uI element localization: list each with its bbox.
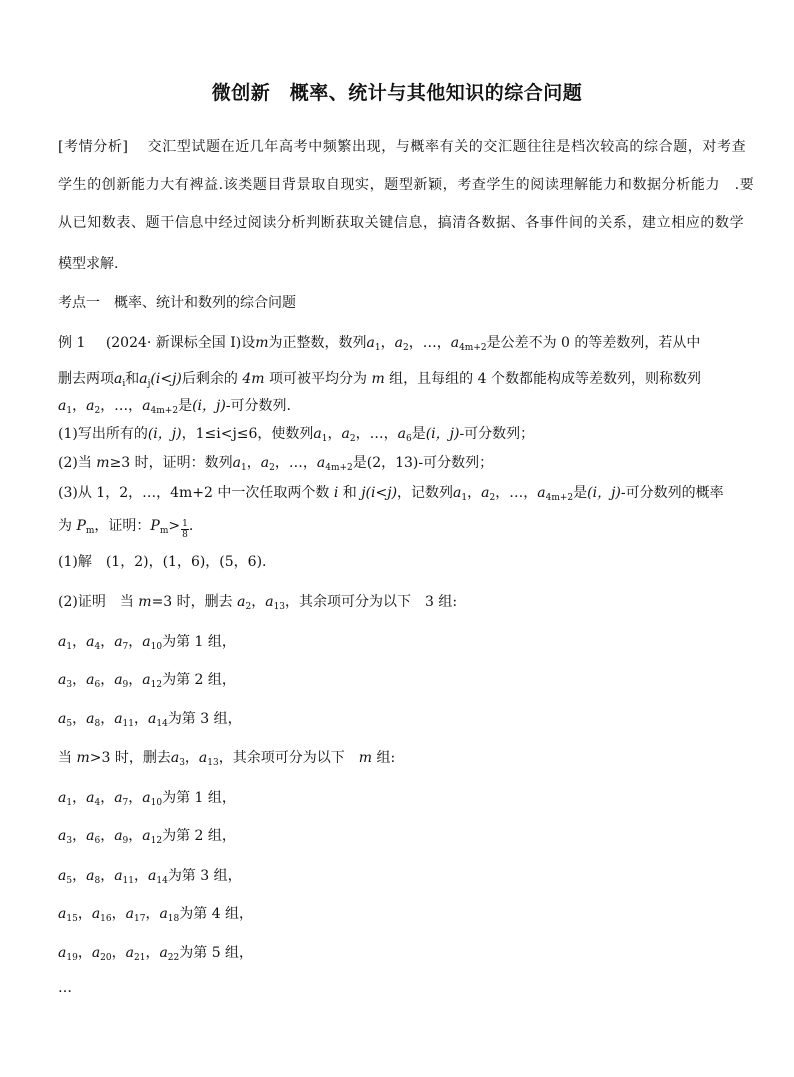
solution-1: (1)解 (1，2)，(1，6)，(5，6).	[58, 554, 267, 570]
var-a: a	[148, 868, 157, 884]
fraction-numerator: 1	[182, 519, 188, 529]
solution-text: 当	[58, 750, 72, 766]
group-line	[58, 670, 236, 690]
group-label: 为第 2 组，	[162, 828, 236, 844]
example-text: 是公差不为 0 的等差数列，若从中	[486, 335, 701, 351]
sep: ，	[251, 594, 266, 610]
sep: ，	[77, 906, 92, 922]
sep: ，	[111, 906, 126, 922]
var-a: a	[198, 750, 208, 766]
section-heading: 考点一 概率、统计和数列的综合问题	[58, 295, 296, 311]
sep: ，	[128, 790, 143, 806]
var-a: a	[114, 711, 123, 727]
subscript: 6	[405, 434, 412, 444]
q3-text: -可分数列的概率	[620, 485, 724, 501]
var-i: i	[333, 485, 339, 501]
var-a: a	[86, 790, 95, 806]
var-a: a	[114, 828, 123, 844]
analysis-line-1	[58, 137, 746, 157]
group-label: 为第 4 组，	[179, 906, 254, 922]
subscript: 1	[321, 434, 328, 444]
var-a: a	[453, 485, 462, 501]
var-a: a	[313, 426, 322, 442]
var-a: a	[316, 455, 326, 471]
subscript: m	[85, 526, 95, 536]
var-a: a	[139, 371, 148, 387]
group-line	[58, 826, 236, 846]
sep: ，	[134, 711, 148, 727]
analysis-line-2: 学生的创新能力大有裨益.该类题目背景取自现实，题型新颖，考查学生的阅读理解能力和数据分析能力 .要	[58, 177, 755, 193]
subscript: 4m+2	[545, 493, 574, 503]
example-source: (2024· 新课标全国 Ⅰ)	[105, 335, 242, 351]
example-text: -可分数列.	[225, 398, 292, 414]
subscript: 18	[167, 914, 180, 924]
subscript: 13	[273, 602, 286, 612]
fraction-denominator: 8	[182, 530, 188, 540]
ellipsis: ，…，	[274, 455, 317, 471]
example-text: 是	[178, 398, 193, 414]
var-a: a	[58, 945, 67, 961]
sep: ，	[111, 945, 126, 961]
sep: ，	[72, 790, 87, 806]
subscript: 2	[349, 434, 356, 444]
sep: ，	[128, 828, 143, 844]
subscript: j	[147, 379, 151, 389]
q2-text: 是(2，13)-可分数列；	[352, 455, 494, 471]
var-P: P	[150, 518, 160, 534]
group-label: 为第 1 组，	[162, 790, 236, 806]
subscript: 4	[94, 642, 101, 652]
var-a: a	[86, 398, 95, 414]
sep: ，	[100, 790, 115, 806]
solution-text: (2)证明 当	[58, 594, 134, 610]
pair-ij: (i，j)	[587, 485, 621, 501]
pair-ij: (i，j)	[425, 426, 460, 442]
case-m-greater-3	[58, 748, 395, 768]
var-a: a	[142, 790, 151, 806]
sep: ，	[72, 398, 87, 414]
var-a: a	[265, 594, 274, 610]
var-a: a	[114, 790, 123, 806]
group-label: 为第 5 组，	[179, 945, 254, 961]
group-line	[58, 866, 242, 886]
solution-text: ，其余项可分为以下 3 组:	[285, 594, 458, 610]
ellipsis: ，…，	[100, 398, 143, 414]
q2-text: (2)当	[58, 455, 92, 471]
var-a: a	[341, 426, 350, 442]
page-title: 微创新 概率、统计与其他知识的综合问题	[211, 82, 583, 104]
subscript: 10	[150, 642, 163, 652]
var-a: a	[142, 634, 151, 650]
q1-text: (1)写出所有的	[58, 426, 148, 442]
var-a: a	[142, 672, 151, 688]
example-text: 和	[125, 371, 140, 387]
var-a: a	[86, 672, 95, 688]
subscript: 4m+2	[325, 463, 353, 473]
example-text: 为正整数，数列	[268, 335, 367, 351]
q1-condition: ，1≤i<j≤6	[181, 426, 258, 442]
q3-text: 是	[573, 485, 588, 501]
sep: ，	[100, 868, 115, 884]
var-a: a	[397, 426, 406, 442]
q3-text: ，记数列	[397, 485, 454, 501]
var-a: a	[58, 790, 67, 806]
sep: ，	[467, 485, 482, 501]
sep: ，	[145, 906, 160, 922]
subscript: 9	[122, 836, 129, 846]
var-a: a	[58, 868, 67, 884]
question-2	[58, 453, 493, 473]
subscript: 8	[94, 719, 101, 729]
subscript: 4m+2	[459, 343, 487, 353]
subscript: 17	[133, 914, 146, 924]
ellipsis: ，…，	[495, 485, 538, 501]
var-a: a	[481, 485, 490, 501]
q1-text: -可分数列；	[459, 426, 535, 442]
example-line-1	[58, 333, 700, 353]
var-a: a	[58, 711, 67, 727]
subscript: 20	[100, 953, 112, 963]
group-line	[58, 904, 253, 924]
subscript: 5	[66, 719, 73, 729]
group-line	[58, 788, 236, 808]
condition: (i<j)	[150, 371, 182, 387]
subscript: 5	[66, 876, 73, 886]
subscript: 7	[122, 798, 129, 808]
var-a: a	[237, 594, 246, 610]
var-a: a	[232, 455, 242, 471]
subscript: 1	[461, 493, 468, 503]
subscript: 15	[66, 914, 78, 924]
subscript: 16	[100, 914, 112, 924]
example-text: 项可被平均分为	[268, 371, 367, 387]
var-a: a	[142, 828, 151, 844]
subscript: 6	[94, 836, 101, 846]
question-3	[58, 483, 724, 503]
group-line	[58, 709, 242, 729]
var-m: m	[76, 750, 90, 766]
subscript: 1	[241, 463, 247, 473]
subscript: 4m+2	[150, 406, 179, 416]
subscript: 1	[66, 642, 73, 652]
q3-text: 为	[58, 518, 72, 534]
subscript: m	[159, 526, 169, 536]
sep: ，	[72, 828, 87, 844]
sep: ，	[72, 711, 87, 727]
subscript: 9	[122, 680, 129, 690]
var-a: a	[58, 828, 67, 844]
example-text: 删去两项	[58, 371, 114, 387]
ellipsis: ，…，	[408, 335, 451, 351]
subscript: 2	[245, 602, 252, 612]
var-a: a	[159, 906, 168, 922]
question-3-line-2	[58, 516, 193, 540]
subscript: 11	[122, 719, 134, 729]
var-a: a	[58, 672, 67, 688]
subscript: i	[122, 379, 126, 389]
example-line-2	[58, 369, 701, 389]
sep: ，	[128, 672, 143, 688]
subscript: 3	[66, 836, 73, 846]
period: .	[188, 518, 194, 534]
subscript: 21	[133, 953, 146, 963]
sep: ，	[77, 945, 92, 961]
var-a: a	[170, 750, 180, 766]
subscript: 2	[269, 463, 275, 473]
pair-ij: (i，j)	[192, 398, 226, 414]
var-4m: 4m	[242, 371, 265, 387]
var-a: a	[58, 398, 67, 414]
var-m: m	[371, 371, 385, 387]
subscript: 22	[167, 953, 180, 963]
var-a: a	[114, 371, 123, 387]
sep: ，	[145, 945, 160, 961]
ellipsis: ，…，	[355, 426, 398, 442]
var-a: a	[114, 634, 123, 650]
sep: ，	[72, 634, 87, 650]
example-line-3	[58, 396, 291, 416]
solution-2	[58, 592, 457, 612]
solution-text: >3 时，删去	[89, 750, 171, 766]
var-m: m	[255, 335, 269, 351]
example-text: 设	[241, 335, 256, 351]
var-a: a	[91, 906, 101, 922]
group-label: 为第 3 组，	[167, 711, 242, 727]
var-a: a	[125, 906, 134, 922]
subscript: 12	[150, 836, 163, 846]
subscript: 13	[207, 758, 219, 768]
solution-text: 组:	[376, 750, 396, 766]
var-a: a	[91, 945, 101, 961]
example-label: 例 1	[58, 335, 86, 351]
subscript: 2	[489, 493, 496, 503]
sep: ，	[100, 634, 115, 650]
q3-text: ，证明：	[94, 518, 151, 534]
subscript: 2	[402, 343, 409, 353]
solution-text: ，其余项可分为以下	[218, 750, 345, 766]
subscript: 10	[150, 798, 163, 808]
var-a: a	[125, 945, 134, 961]
continuation-dots: …	[58, 980, 72, 996]
analysis-line-3: 从已知数表、题干信息中经过阅读分析判断获取关键信息，搞清各数据、各事件间的关系，建立相应的数学	[58, 215, 745, 231]
solution-text: =3 时，删去	[151, 594, 233, 610]
subscript: 6	[94, 680, 101, 690]
subscript: 1	[374, 343, 381, 353]
var-j: j(i<j)	[361, 485, 398, 501]
analysis-line-4: 模型求解.	[58, 256, 119, 272]
subscript: 3	[66, 680, 73, 690]
subscript: 19	[66, 953, 78, 963]
var-a: a	[86, 634, 95, 650]
greater-than: >	[168, 518, 181, 534]
subscript: 4	[94, 798, 101, 808]
group-label: 为第 2 组，	[162, 672, 236, 688]
var-a: a	[450, 335, 460, 351]
subscript: 14	[156, 876, 168, 886]
var-m: m	[96, 455, 110, 471]
analysis-label: [考情分析]	[58, 139, 129, 155]
example-text: 后剩余的	[181, 371, 238, 387]
var-P: P	[76, 518, 86, 534]
subscript: 12	[150, 680, 163, 690]
question-1	[58, 424, 534, 444]
subscript: 11	[122, 876, 134, 886]
q1-text: 是	[411, 426, 426, 442]
group-line	[58, 943, 253, 963]
subscript: 8	[94, 876, 101, 886]
var-a: a	[114, 672, 123, 688]
q3-text: (3)从 1，2，…，4m+2 中一次任取两个数	[58, 485, 330, 501]
var-a: a	[159, 945, 168, 961]
group-line	[58, 632, 236, 652]
var-m: m	[138, 594, 152, 610]
var-a: a	[148, 711, 157, 727]
sep: ，	[100, 828, 115, 844]
var-a: a	[114, 868, 123, 884]
sep: ，	[72, 868, 87, 884]
var-a: a	[58, 906, 67, 922]
sep: ，	[100, 711, 115, 727]
q2-text: ≥3 时，证明：数列	[109, 455, 233, 471]
var-a: a	[537, 485, 546, 501]
var-a: a	[366, 335, 375, 351]
sep: ，	[380, 335, 395, 351]
group-label: 为第 3 组，	[167, 868, 242, 884]
sep: ，	[128, 634, 143, 650]
subscript: 1	[66, 406, 73, 416]
subscript: 14	[156, 719, 168, 729]
sep: ，	[184, 750, 199, 766]
var-a: a	[86, 828, 95, 844]
subscript: 1	[66, 798, 73, 808]
sep: ，	[134, 868, 148, 884]
subscript: 2	[94, 406, 101, 416]
var-a: a	[394, 335, 403, 351]
sep: ，	[72, 672, 87, 688]
var-a: a	[142, 398, 151, 414]
fraction-one-eighth	[181, 519, 189, 540]
subscript: 3	[179, 758, 185, 768]
var-a: a	[260, 455, 270, 471]
var-a: a	[86, 868, 95, 884]
var-a: a	[58, 634, 67, 650]
q3-text: 和	[342, 485, 357, 501]
subscript: 7	[122, 642, 129, 652]
sep: ，	[327, 426, 342, 442]
example-text: 组，且每组的 4 个数都能构成等差数列，则称数列	[389, 371, 701, 387]
sep: ，	[100, 672, 115, 688]
group-label: 为第 1 组，	[162, 634, 236, 650]
sep: ，	[246, 455, 261, 471]
var-a: a	[86, 711, 95, 727]
pair-ij: (i，j)	[147, 426, 182, 442]
var-m: m	[358, 750, 373, 766]
q1-text: ，使数列	[257, 426, 314, 442]
analysis-text: 交汇型试题在近几年高考中频繁出现，与概率有关的交汇题往往是档次较高的综合题，对考查	[147, 139, 747, 155]
